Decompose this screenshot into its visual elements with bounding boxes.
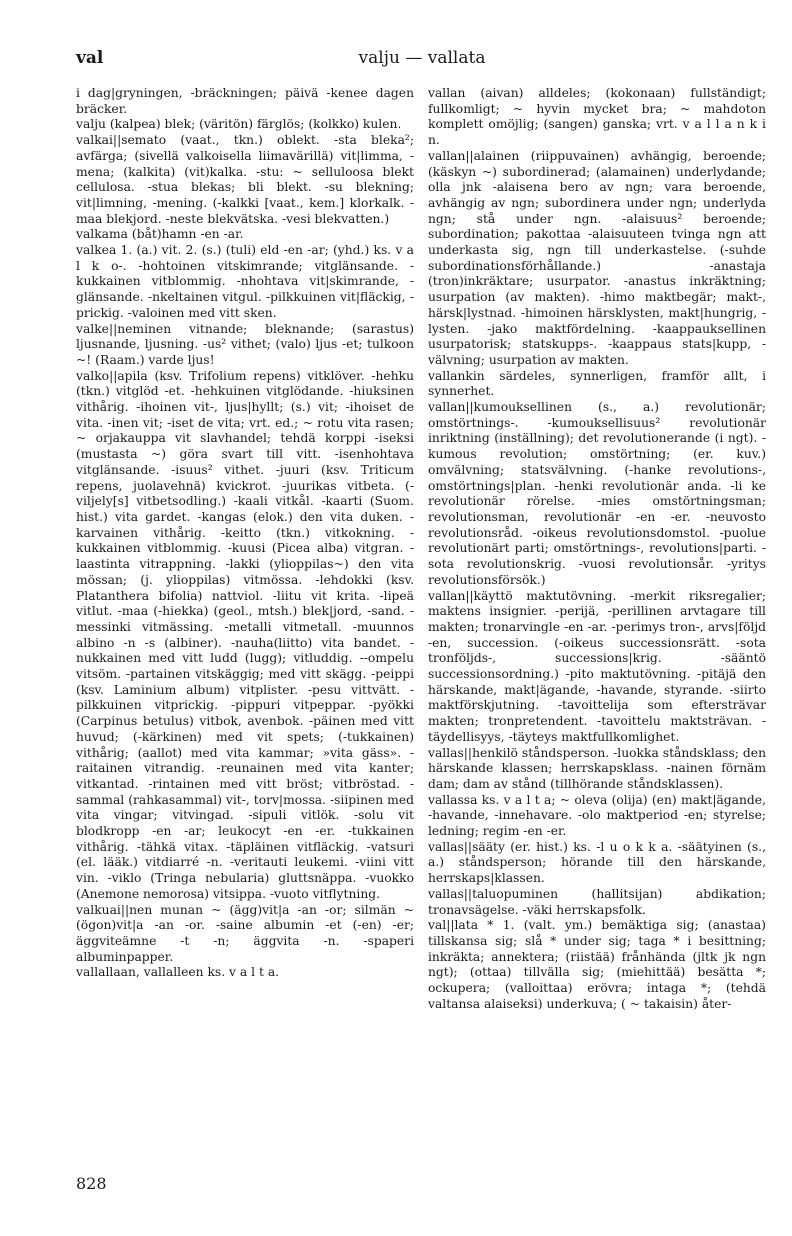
dictionary-entry: valkuai||nen munan ~ (ägg)vit|a -an -or; silmän ~ (ögon)vit|a -an -or. -saine albumin -et (-en) -er; äggviteämne -t -n; äggvita -n. -spaperi albuminpapper. [76, 902, 414, 964]
guide-word: val [76, 48, 104, 68]
dictionary-entry: vallas||taluopuminen (hallitsijan) abdikation; tronavsägelse. -väki herrskapsfolk. [428, 886, 766, 917]
dictionary-entry: vallas||henkilö ståndsperson. -luokka ståndsklass; den härskande klassen; herrskapsklass. -nainen förnäm dam; dam av stånd (tillhörande ståndsklassen). [428, 745, 766, 791]
dictionary-entry: vallas||sääty (er. hist.) ks. -l u o k k a. -säätyinen (s., a.) ståndsperson; hörande till den härskande, herrskaps|klassen. [428, 839, 766, 886]
dictionary-entry: vallassa ks. v a l t a; ~ oleva (olija) (en) makt|ägande, -havande, -innehavare. -olo maktperiod -en; styrelse; ledning; regim -en -er. [428, 792, 766, 839]
dictionary-entry: valko||apila (ksv. Trifolium repens) vitklöver. -hehku (tkn.) vitglöd -et. -hehkuinen vitglödande. -hiuksinen vithårig. -ihoinen vit-, ljus|hyllt; (s.) vit; -ihoiset de vita. -inen vit; -iset de vita; vrt. ed.; ~ rotu vita rasen; ~ orjakauppa vit slavhandel; tehdä korppi -iseksi (mustasta ~) göra svart till vitt. -isenhohtava vitglänsande. -isuus² vithet. -juuri (ksv. Triticum repens, juolavehnä) kvickrot. -juurikas vitbeta. (-viljely[s] vitbetsodling.) -kaali vitkål. -kaarti (Suom. hist.) vita gardet. -kangas (elok.) den vita duken. -karvainen vithårig. -keitto (tkn.) vitkokning. -kukkainen vitblommig. -kuusi (Picea alba) vitgran. -laastinta vitrappning. -lakki (ylioppilas~) den vita mössan; (j. ylioppilas) vitmössa. -lehdokki (ksv. Platanthera bifolia) nattviol. -liitu vit krita. -lipeä vitlut. -maa (-hiekka) (geol., mtsh.) blek|jord, -sand. -messinki vitmässing. -metalli vitmetall. -muunnos albino -n -s (albiner). -nauha(liitto) vita bandet. -nukkainen med vitt ludd (lugg); vitluddig. --ompelu vitsöm. -partainen vitskäggig; med vitt skägg. -peippi (ksv. Laminium album) vitplister. -pesu vittvätt. -pilkkuinen vitprickig. -pippuri vitpeppar. -pyökki (Carpinus betulus) vitbok, avenbok. -päinen med vitt huvud; (-kärkinen) med vit spets; (-tukkainen) vithårig; (aallot) med vita kammar; »vita gäss». -raitainen vitrandig. -reunainen med vita kanter; vitkantad. -rintainen med vitt bröst; vitbröstad. -sammal (rahkasammal) vit-, torv|mossa. -siipinen med vita vingar; vitvingad. -sipuli vitlök. -solu vit blodkropp -en -ar; leukocyt -en -er. -tukkainen vithårig. -tähkä vitax. -täpläinen vitfläckig. -vatsuri (el. lääk.) vitdiarré -n. -veritauti leukemi. -viini vitt vin. -viklo (Tringa nebularia) gluttsnäppa. -vuokko (Anemone nemorosa) vitsippa. -vuoto vitflytning. [76, 368, 414, 901]
dictionary-entry: vallallaan, vallalleen ks. v a l t a. [76, 965, 280, 980]
dictionary-entry: vallan (aivan) alldeles; (kokonaan) fullständigt; fullkomligt; ~ hyvin mycket bra; ~ mahdoton komplett omöjlig; (sangen) ganska; vrt. v a l l a n k i n. [428, 86, 766, 148]
right-column [428, 86, 766, 1012]
page-number: 828 [76, 1174, 107, 1193]
page-header [76, 48, 768, 72]
dictionary-entry: i dag|gryningen, -bräckningen; päivä -kenee dagen bräcker. [76, 86, 414, 116]
dictionary-entry: vallan||alainen (riippuvainen) avhängig, beroende; (käskyn ~) subordinerad; (alamainen) underlydande; olla jnk -alaisena bero av ngn; vara beroende, avhängig av ngn; subordinera under ngn; underlyda ngn; stå under ngn. -alaisuus² beroende; subordination; pakottaa -alaisuuteen tvinga ngn att underkasta sig, ngn till underkastelse. (-suhde subordinationsförhållande.) -anastaja (tron)inkräktare; usurpator. -anastus inkräktning; usurpation (av makten). -himo maktbegär; makt-, härsk|lystnad. -himoinen härsklysten, makt|hungrig, -lysten. -jako maktfördelning. -kaappauksellinen usurpatorisk; statskupps-. -kaappaus stats|kupp, -välvning; usurpation av makten. [428, 148, 766, 367]
dictionary-entry: valju (kalpea) blek; (väritön) färglös; (kolkko) kulen. [76, 117, 402, 132]
dictionary-entry: valkama (båt)hamn -en -ar. [76, 227, 244, 242]
page-title: valju — vallata [358, 48, 486, 68]
left-column [76, 86, 414, 981]
dictionary-entry: valke||neminen vitnande; bleknande; (sarastus) ljusnande, ljusning. -us² vithet; (valo) ljus -et; tulkoon ~! (Raam.) varde ljus! [76, 321, 414, 367]
dictionary-entry: vallan||käyttö maktutövning. -merkit riksregalier; maktens insignier. -perijä, -perillinen arvtagare till makten; tronarvingle -en -ar. -perimys tron-, arvs|följd -en, succession. (-oikeus successionsrätt. -sota tronföljds-, successions|krig. -sääntö successionsordning.) -pito maktutövning. -pitäjä den härskande, makt|ägande, -havande, styrande. -siirto maktförskjutning. -tavoittelija som eftersträvar makten; tronpretendent. -tavoittelu maktsträvan. -täydellisyys, -täyteys maktfullkomlighet. [428, 588, 766, 744]
dictionary-entry: val||lata * 1. (valt. ym.) bemäktiga sig; (anastaa) tillskansa sig; slå * under sig; taga * i besittning; inkräkta; annektera; (riistää) frånhända (jltk jk ngn ngt); (ottaa) tillvälla sig; (miehittää) besätta *; ockupera; (valloittaa) erövra; intaga *; (tehdä valtansa alaiseksi) underkuva; ( ~ takaisin) åter- [428, 918, 766, 1011]
dictionary-entry: vallan||kumouksellinen (s., a.) revolutionär; omstörtnings-. -kumouksellisuus² revolutionär inriktning (inställning); det revolutionerande (i ngt). -kumous revolution; omstörtning; (er. kuv.) omvälvning; statsvälvning. (-hanke revolutions-, omstörtnings|plan. -henki revolutionär anda. -li ke revolutionär rörelse. -mies omstörtningsman; revolutionsman, revolutionär -en -er. -neuvosto revolutionsråd. -oikeus revolutionsdomstol. -puolue revolutionärt parti; omstörtnings-, revolutions|parti. -sota revolutionskrig. -vuosi revolutionsår. -yritys revolutionsförsök.) [428, 400, 766, 587]
dictionary-entry: valkai||semato (vaat., tkn.) oblekt. -sta bleka²; avfärga; (sivellä valkoisella liimavärillä) vit|limma, -mena; (kalkita) (vit)kalka. -stu: ~ selluloosa blekt cellulosa. -stua blekas; bli blekt. -su blekning; vit|limning, -mening. (-kalkki [vaat., kem.] klorkalk. -maa blekjord. -neste blekvätska. -vesi blekvatten.) [76, 133, 414, 226]
dictionary-entry: valkea 1. (a.) vit. 2. (s.) (tuli) eld -en -ar; (yhd.) ks. v a l k o-. -hohtoinen vitskimrande; vitglänsande. -kukkainen vitblommig. -nhohtava vit|skimrande, -glänsande. -nkeltainen vitgul. -pilkkuinen vit|fläckig, -prickig. -valoinen med vitt sken. [76, 243, 414, 320]
dictionary-entry: vallankin särdeles, synnerligen, framför allt, i synnerhet. [428, 368, 766, 399]
